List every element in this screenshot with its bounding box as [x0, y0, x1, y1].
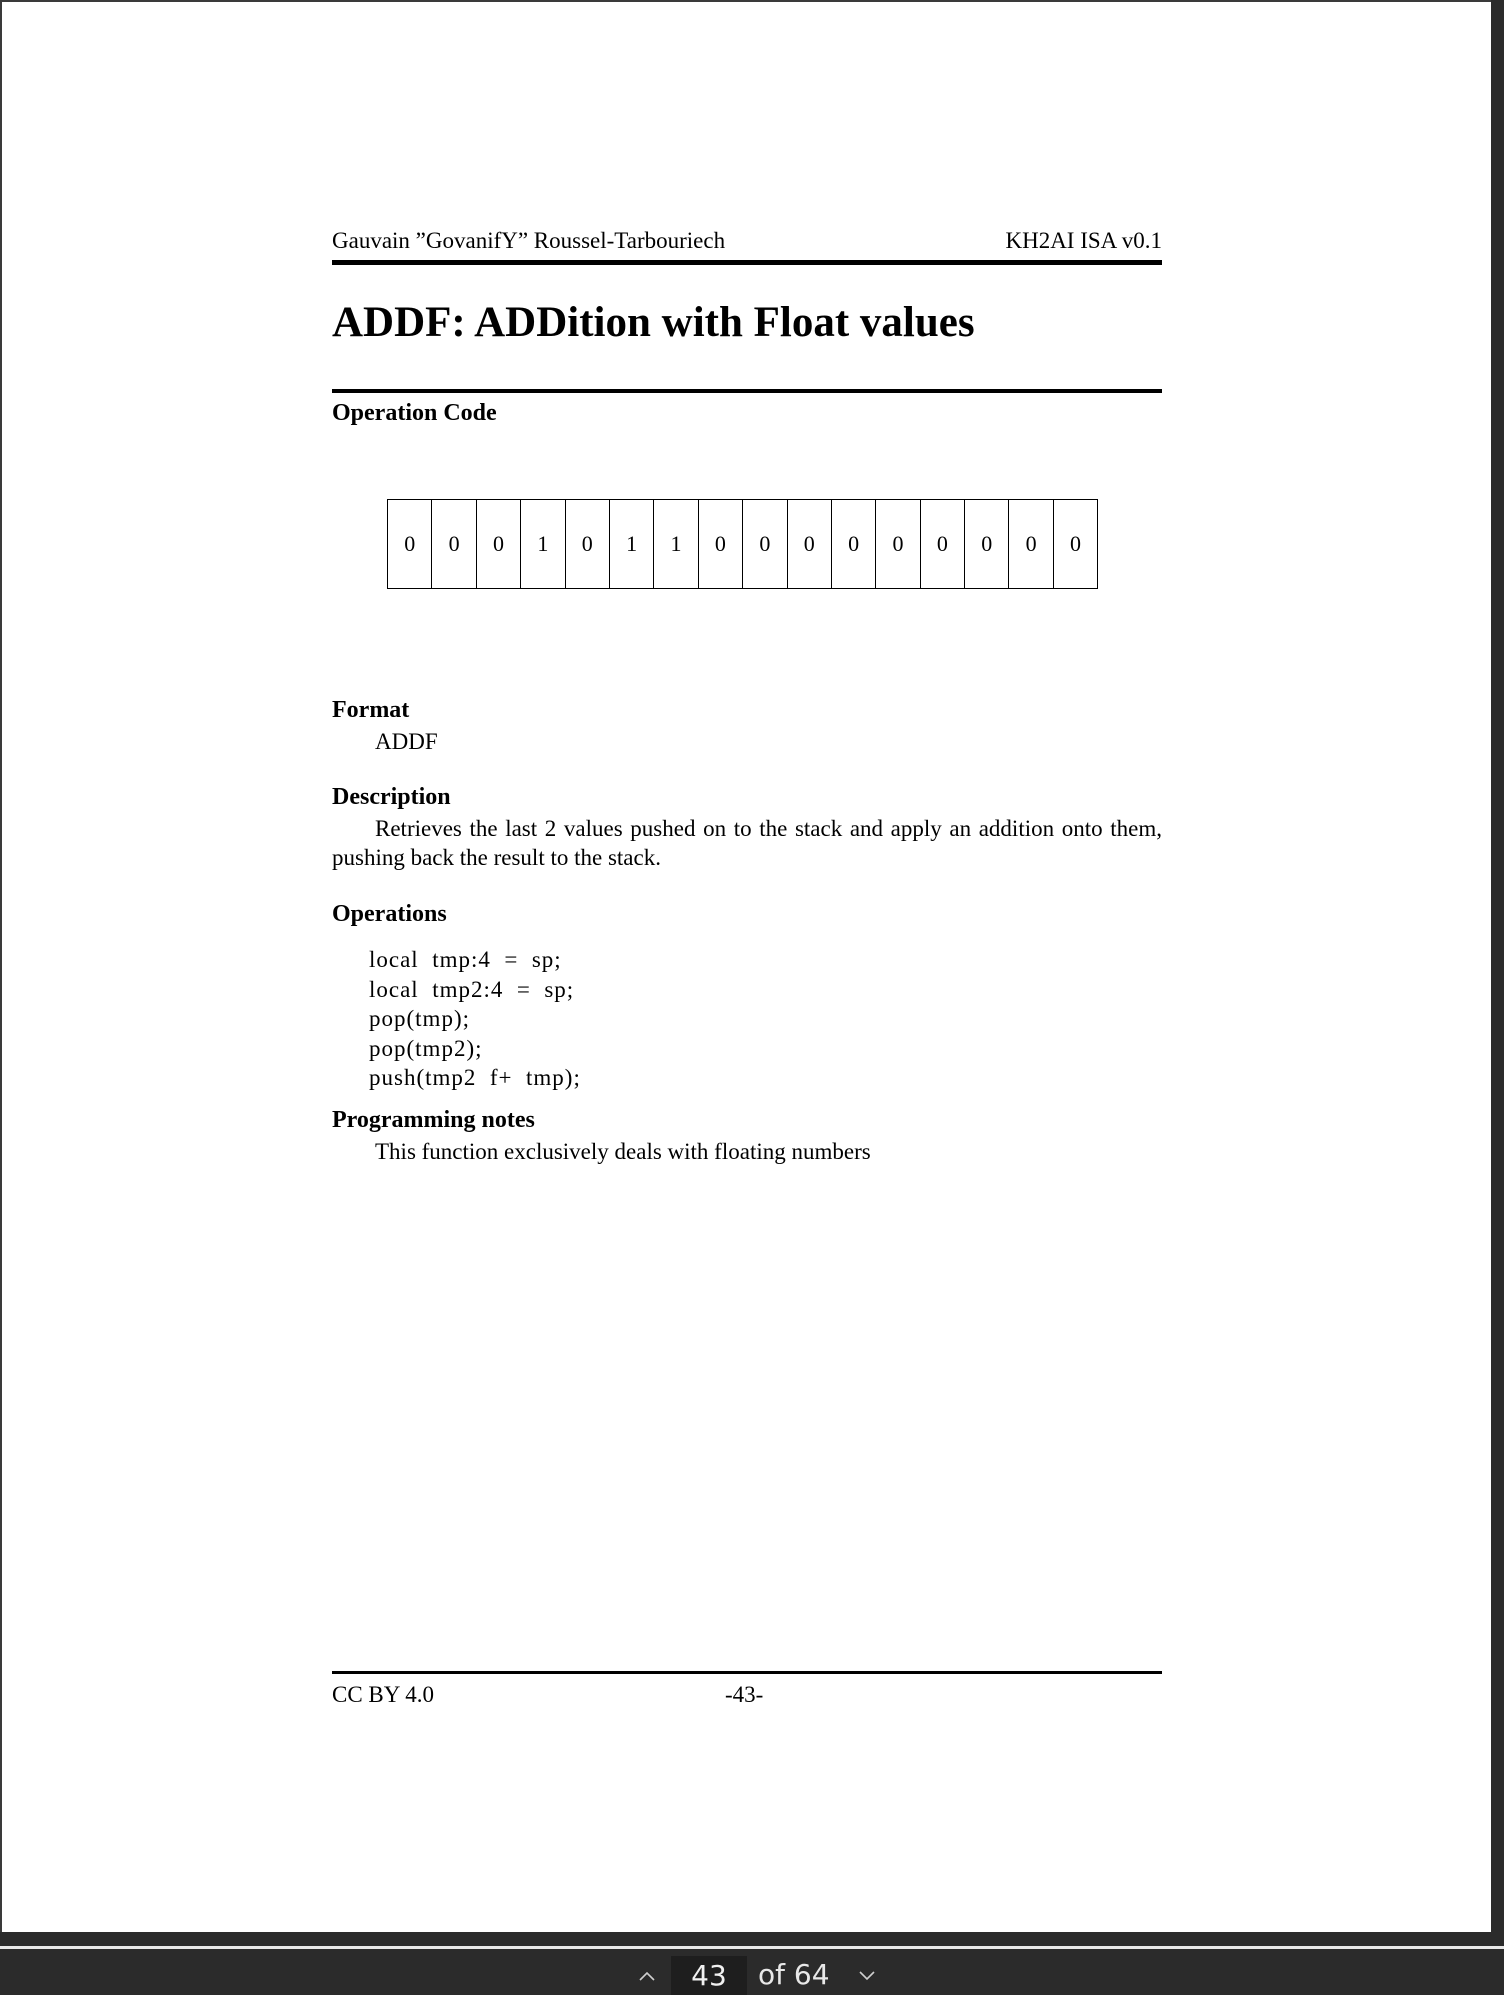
operation-line: local tmp:4 = sp; — [369, 947, 562, 972]
operation-line: pop(tmp2); — [369, 1035, 483, 1061]
opcode-bit: 0 — [788, 500, 832, 588]
title-rule — [332, 389, 1162, 393]
footer-rule — [332, 1671, 1162, 1674]
opcode-bit: 1 — [610, 500, 654, 588]
programming-notes-heading: Programming notes — [332, 1107, 535, 1133]
opcode-bit: 1 — [654, 500, 698, 588]
page-title: ADDF: ADDition with Float values — [332, 299, 975, 346]
opcode-bit: 0 — [876, 500, 920, 588]
running-header — [332, 228, 1162, 258]
opcode-heading: Operation Code — [332, 400, 497, 426]
footer-license: CC BY 4.0 — [332, 1682, 435, 1707]
operation-line: push(tmp2 f+ tmp); — [369, 1065, 581, 1090]
header-rule — [332, 260, 1162, 265]
opcode-bit: 0 — [743, 500, 787, 588]
opcode-bit: 1 — [521, 500, 565, 588]
opcode-bit: 0 — [477, 500, 521, 588]
description-text: Retrieves the last 2 values pushed on to the stack and apply an addition onto them, pushing back the result to the stack. — [332, 816, 1162, 870]
operation-line: pop(tmp); — [369, 1006, 470, 1031]
format-value: ADDF — [375, 729, 438, 754]
opcode-bit: 0 — [566, 500, 610, 588]
opcode-bit: 0 — [699, 500, 743, 588]
opcode-bit: 0 — [432, 500, 476, 588]
programming-notes-text: This function exclusively deals with floating numbers — [375, 1139, 871, 1164]
chevron-up-icon — [639, 1971, 655, 1981]
operations-code-block — [369, 945, 581, 1093]
operation-line: local tmp2:4 = sp; — [369, 976, 575, 1002]
format-heading: Format — [332, 697, 410, 723]
opcode-bit: 0 — [965, 500, 1009, 588]
next-page-button[interactable] — [852, 1956, 882, 1995]
opcode-bit: 0 — [388, 500, 432, 588]
opcode-bit: 0 — [832, 500, 876, 588]
opcode-bit-table — [387, 499, 1098, 589]
page-number-input[interactable] — [671, 1956, 747, 1995]
previous-page-button[interactable] — [632, 1956, 662, 1995]
scroll-gutter — [1491, 0, 1504, 1932]
footer-page-number: -43- — [725, 1682, 764, 1707]
toolbar-divider — [0, 1946, 1504, 1949]
page-count-label: of 64 — [758, 1958, 830, 1991]
opcode-bit: 0 — [1009, 500, 1053, 588]
page-nav — [0, 1956, 1504, 1995]
header-doc-version: KH2AI ISA v0.1 — [1005, 228, 1162, 253]
description-heading: Description — [332, 784, 451, 810]
header-author: Gauvain ”GovanifY” Roussel-Tarbouriech — [332, 228, 726, 253]
page-navigation-toolbar — [0, 1932, 1504, 1995]
opcode-bit: 0 — [1054, 500, 1098, 588]
opcode-bit: 0 — [921, 500, 965, 588]
operations-heading: Operations — [332, 901, 447, 927]
chevron-down-icon — [859, 1971, 875, 1981]
